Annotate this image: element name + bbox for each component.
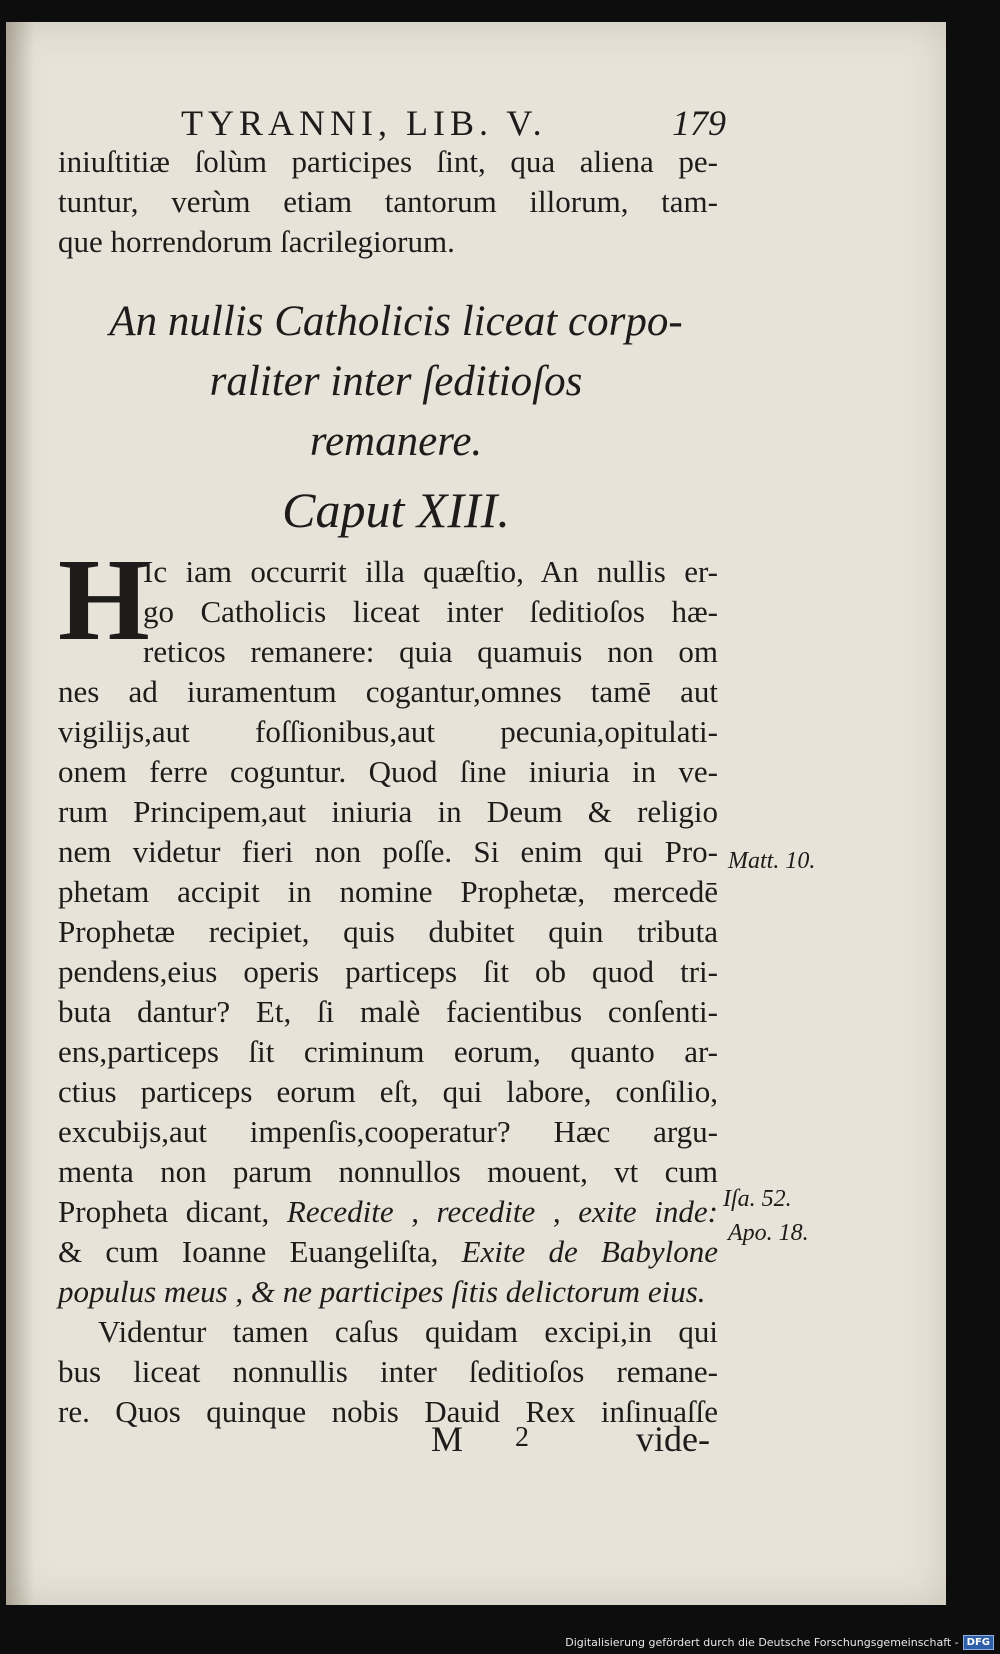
page-footer	[431, 1418, 731, 1468]
text-line: vigilijs,aut foſſionibus,aut pecunia,opitulati-	[58, 714, 718, 749]
quote-intro: Propheta dicant,	[58, 1194, 287, 1229]
text-line: ens,particeps ſit criminum eorum, quanto ar-	[58, 1034, 718, 1069]
marginal-note-apo: Apo. 18.	[728, 1220, 809, 1246]
marginal-note-isa: Iſa. 52.	[723, 1186, 792, 1212]
section-heading	[46, 292, 746, 472]
quote-line	[58, 1232, 718, 1272]
main-paragraph	[58, 534, 718, 1432]
text-line: buta dantur? Et, ſi malè facientibus conſenti-	[58, 994, 718, 1029]
running-head: TYRANNI, LIB. V.	[181, 103, 547, 143]
quote-text: Exite de Babylone	[461, 1234, 718, 1269]
signature-number: 2	[515, 1422, 529, 1453]
quote-text: Recedite , recedite , exite inde:	[286, 1194, 718, 1229]
signature-mark: M	[431, 1419, 464, 1459]
drop-cap-initial: H	[58, 534, 150, 665]
marginal-note-matt: Matt. 10.	[728, 848, 816, 874]
book-page	[6, 22, 946, 1605]
text-line: reticos remanere: quia quamuis non om	[143, 634, 718, 669]
text-line: excubijs,aut impenſis,cooperatur? Hæc argu-	[58, 1114, 718, 1149]
heading-line: An nullis Catholicis liceat corpo-	[109, 298, 683, 345]
quote-line	[58, 1192, 718, 1232]
heading-line: remanere.	[309, 418, 483, 465]
digitization-credit	[565, 1635, 994, 1650]
credit-text: Digitalisierung gefördert durch die Deutsche Forschungsgemeinschaft -	[565, 1636, 959, 1649]
text-line: iniuſtitiæ ſolùm participes ſint, qua aliena pe-	[58, 144, 718, 179]
quote-intro: & cum Ioanne Euangeliſta,	[58, 1234, 462, 1269]
heading-line: raliter inter ſeditioſos	[209, 358, 583, 405]
text-line: nes ad iuramentum cogantur,omnes tamē aut	[58, 674, 718, 709]
text-line: phetam accipit in nomine Prophetæ, mercedē	[58, 874, 718, 909]
text-line: que horrendorum ſacrilegiorum.	[58, 224, 455, 259]
text-line: pendens,eius operis particeps ſit ob quod tri-	[58, 954, 718, 989]
text-line: menta non parum nonnullos mouent, vt cum	[58, 1154, 718, 1189]
continuation-paragraph	[58, 142, 718, 262]
text-line: rum Principem,aut iniuria in Deum & religio	[58, 794, 718, 829]
text-line: nem videtur fieri non poſſe. Si enim qui Pro-	[58, 834, 718, 869]
text-line: Prophetæ recipiet, quis dubitet quin tributa	[58, 914, 718, 949]
page-number: 179	[672, 103, 726, 143]
text-line: bus liceat nonnullis inter ſeditioſos remane-	[58, 1354, 718, 1389]
text-line: re. Quos quinque nobis Dauid Rex inſinuaſſe	[58, 1394, 718, 1429]
text-line: onem ferre coguntur. Quod ſine iniuria in ve-	[58, 754, 718, 789]
text-line: tuntur, verùm etiam tantorum illorum, tam-	[58, 184, 718, 219]
text-line: Ic iam occurrit illa quæſtio, An nullis er-	[143, 554, 718, 589]
chapter-title: Caput XIII.	[282, 482, 510, 538]
quote-text: populus meus , & ne participes ſitis delictorum eius.	[58, 1274, 706, 1309]
dropcap-block	[58, 534, 718, 672]
text-line: Videntur tamen caſus quidam excipi,in qui	[98, 1314, 718, 1349]
quote-line	[58, 1272, 718, 1312]
dfg-logo: DFG	[963, 1635, 994, 1650]
text-line: ctius particeps eorum eſt, qui labore, conſilio,	[58, 1074, 718, 1109]
text-line: go Catholicis liceat inter ſeditioſos hæ-	[143, 594, 718, 629]
catchword: vide-	[636, 1419, 710, 1459]
